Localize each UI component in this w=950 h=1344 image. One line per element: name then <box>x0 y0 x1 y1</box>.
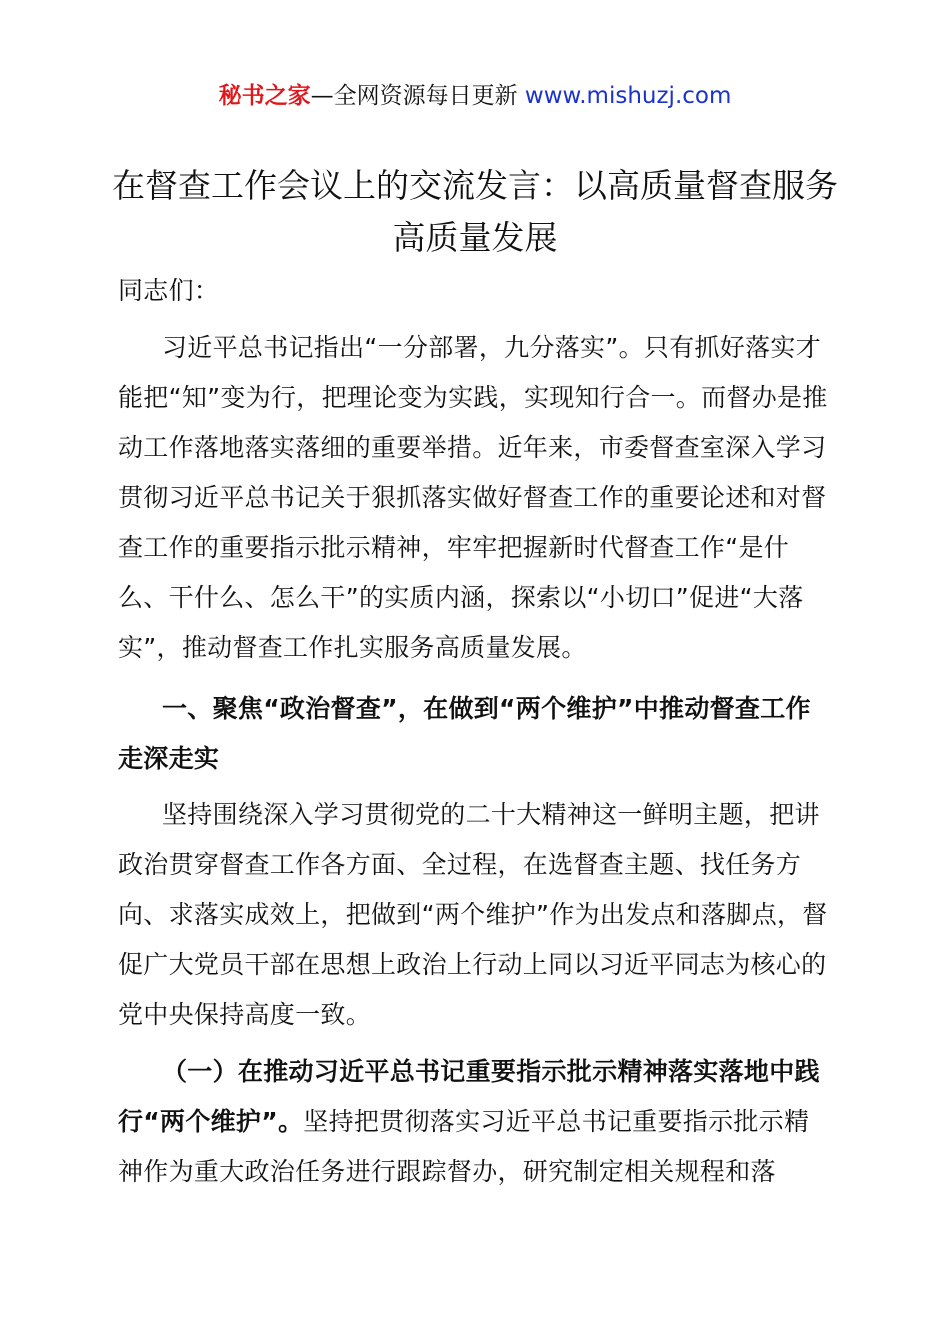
section-heading-1: 一、聚焦“政治督查”，在做到“两个维护”中推动督查工作走深走实 <box>118 694 811 773</box>
paragraph-section-1: 坚持围绕深入学习贯彻党的二十大精神这一鲜明主题，把讲政治贯穿督查工作各方面、全过程，在选督查主题、找任务方向、求落实成效上，把做到“两个维护”作为出发点和落脚点，督促广大党员干部在思想上政治上行动上同以习近平同志为核心的党中央保持高度一致。 <box>118 800 828 1029</box>
salutation: 同志们： <box>118 276 220 305</box>
brand-name: 秘书之家 <box>218 83 311 109</box>
site-url-link[interactable]: www.mishuzj.com <box>524 83 732 109</box>
paragraph-intro: 习近平总书记指出“一分部署，九分落实”。只有抓好落实才能把“知”变为行，把理论变为实践，实现知行合一。而督办是推动工作落地落实落细的重要举措。近年来，市委督查室深入学习贯彻习近平总书记关于狠抓落实做好督查工作的重要论述和对督查工作的重要指示批示精神，牢牢把握新时代督查工作“是什么、干什么、怎么干”的实质内涵，探索以“小切口”促进“大落实”，推动督查工作扎实服务高质量发展。 <box>118 333 828 662</box>
subsection-1-text: 坚持把贯彻落实习近平总书记重要指示批示精神作为重大政治任务进行跟踪督办，研究制定相关规程和落 <box>118 1107 810 1186</box>
site-banner <box>0 80 950 112</box>
document-title: 在督查工作会议上的交流发言：以高质量督查服务高质量发展 <box>112 166 838 257</box>
paragraph-subsection-1 <box>118 1047 834 1197</box>
banner-dash: — <box>310 83 334 109</box>
banner-tagline: 全网资源每日更新 <box>333 83 525 109</box>
subsection-1-heading: （一）在推动习近平总书记重要指示批示精神落实落地中践行“两个维护”。 <box>118 1057 820 1136</box>
